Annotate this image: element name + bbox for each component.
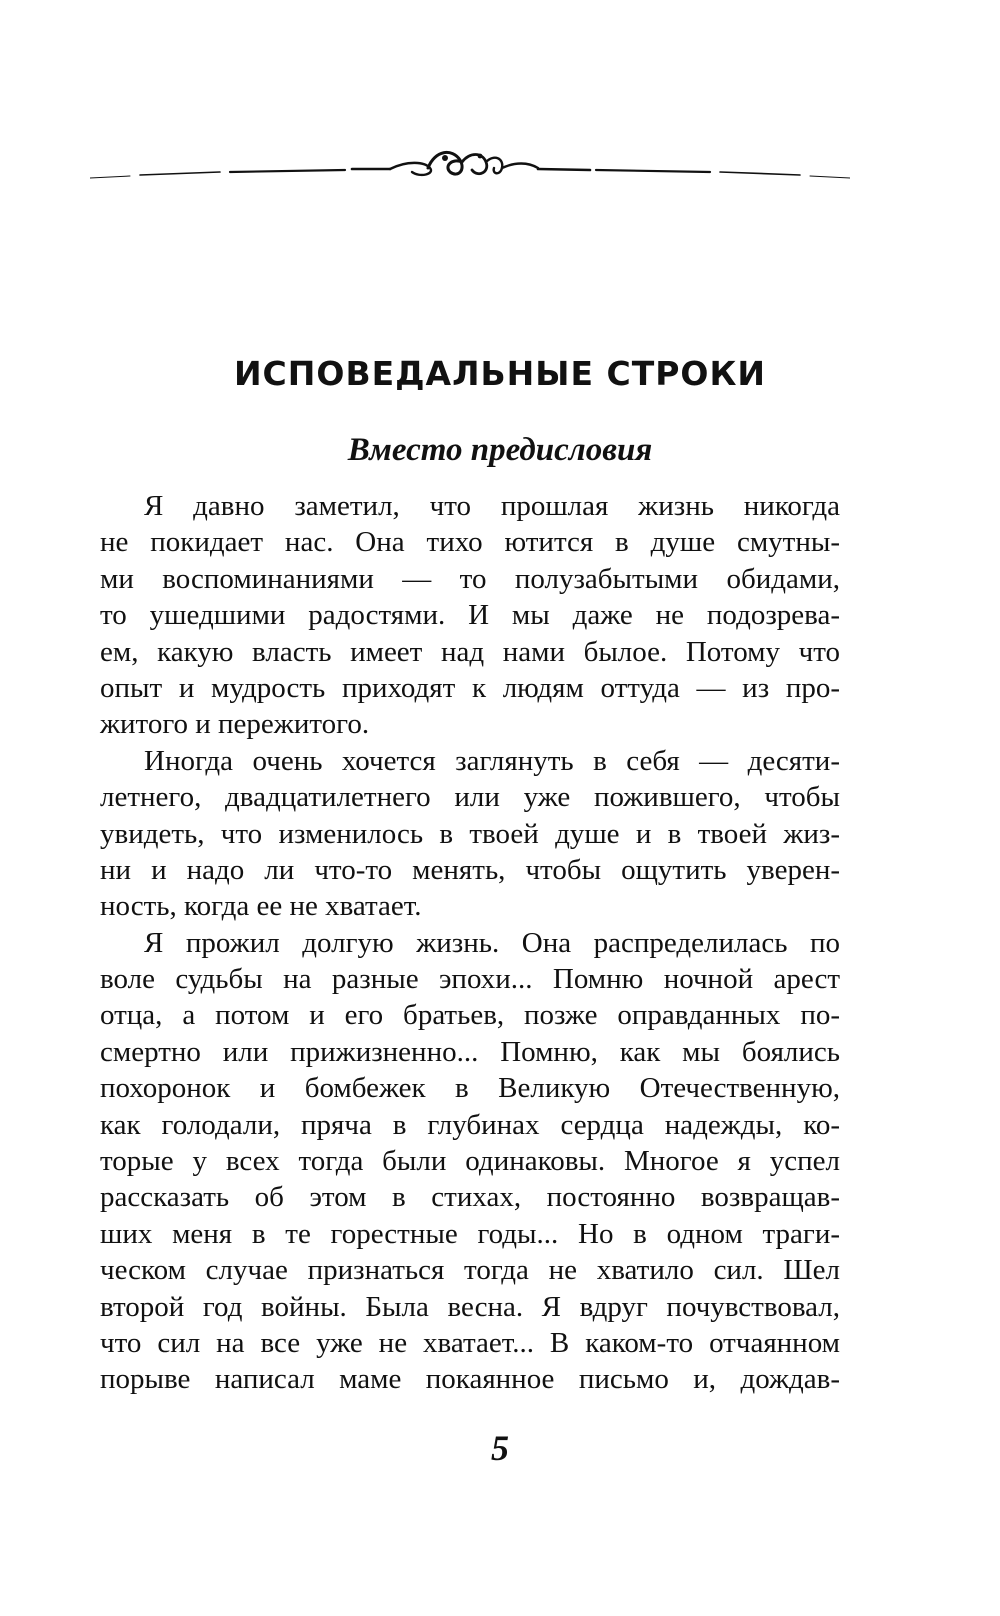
text-line: отца, а потом и его братьев, позже оправданных по- xyxy=(100,999,840,1032)
text-line: опыт и мудрость приходят к людям оттуда — из про- xyxy=(100,671,840,704)
text-line: торые у всех тогда были одинаковы. Многое я успел xyxy=(100,1145,840,1178)
text-line: второй год войны. Была весна. Я вдруг почувствовал, xyxy=(100,1290,840,1323)
decorative-divider-ornament xyxy=(90,138,850,198)
text-line: летнего, двадцатилетнего или уже пожившего, чтобы xyxy=(100,781,840,814)
text-line: как голодали, пряча в глубинах сердца надежды, ко- xyxy=(100,1108,840,1141)
text-line: смертно или прижизненно... Помню, как мы боялись xyxy=(100,1035,840,1068)
text-line: Я прожил долгую жизнь. Она распределилась по xyxy=(144,926,840,959)
text-line: увидеть, что изменилось в твоей душе и в твоей жиз- xyxy=(100,817,840,850)
text-line: ших меня в те горестные годы... Но в одном траги- xyxy=(100,1217,840,1250)
text-line: ни и надо ли что-то менять, чтобы ощутить уверен- xyxy=(100,853,840,886)
text-line: Иногда очень хочется заглянуть в себя — десяти- xyxy=(144,744,840,777)
chapter-subtitle: Вместо предисловия xyxy=(347,432,653,468)
text-line: Я давно заметил, что прошлая жизнь никогда xyxy=(144,490,840,522)
text-line: что сил на все уже не хватает... В каком-то отчаянном xyxy=(100,1326,840,1359)
text-line: ем, какую власть имеет над нами былое. Потому что xyxy=(100,635,840,668)
text-line: житого и пережитого. xyxy=(100,708,370,741)
page-number: 5 xyxy=(491,1428,509,1468)
text-line: порыве написал маме покаянное письмо и, дождав- xyxy=(100,1363,840,1396)
text-line: то ушедшими радостями. И мы даже не подозрева- xyxy=(100,599,840,632)
text-line: рассказать об этом в стихах, постоянно возвращав- xyxy=(100,1181,840,1214)
text-line: воле судьбы на разные эпохи... Помню ночной арест xyxy=(100,963,840,996)
text-line: ми воспоминаниями — то полузабытыми обидами, xyxy=(100,562,840,595)
text-line: ческом случае признаться тогда не хватило сил. Шел xyxy=(100,1254,840,1287)
text-line: не покидает нас. Она тихо ютится в душе смутны- xyxy=(100,526,840,559)
text-line: похоронок и бомбежек в Великую Отечественную, xyxy=(100,1072,840,1105)
chapter-title: ИСПОВЕДАЛЬНЫЕ СТРОКИ xyxy=(233,354,767,393)
body-text xyxy=(100,488,840,1398)
text-line: ность, когда ее не хватает. xyxy=(100,890,422,923)
